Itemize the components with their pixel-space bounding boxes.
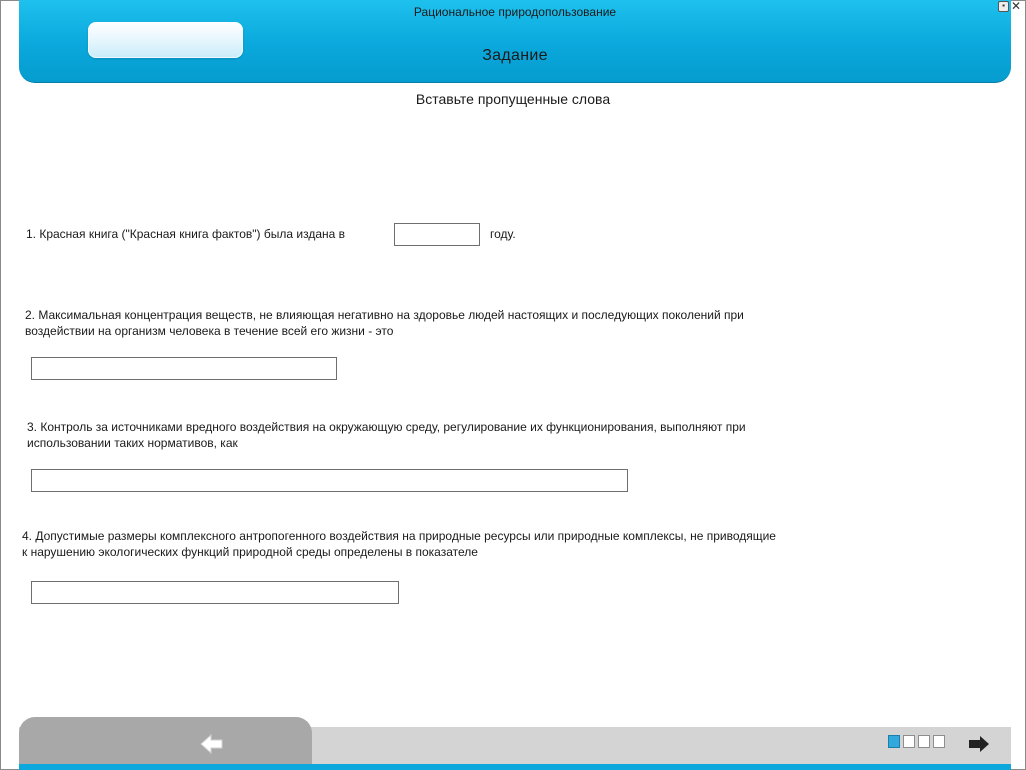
question-2-line-2: воздействии на организм человека в течение всей его жизни - это <box>25 324 394 338</box>
page-indicator <box>888 735 945 748</box>
question-3-line-2: использовании таких нормативов, как <box>27 436 238 450</box>
question-2-line-1: 2. Максимальная концентрация веществ, не влияющая негативно на здоровье людей настоящих и последующих поколений при <box>25 308 744 322</box>
question-4-answer-field[interactable] <box>31 581 399 604</box>
back-tab <box>19 717 312 764</box>
arrow-left-icon[interactable] <box>200 733 224 760</box>
minimize-icon[interactable]: ▪ <box>998 1 1009 12</box>
app-title: Рациональное природопользование <box>413 5 617 19</box>
header-banner <box>19 0 1011 83</box>
question-2-answer-field[interactable] <box>31 357 337 380</box>
question-4-line-1: 4. Допустимые размеры комплексного антропогенного воздействия на природные ресурсы или природные комплексы, не приводящие <box>22 529 776 543</box>
close-icon[interactable]: ✕ <box>1011 0 1022 13</box>
question-1-text: 1. Красная книга ("Красная книга фактов") была издана в <box>26 227 346 241</box>
page-indicator-1[interactable] <box>888 735 900 748</box>
page-indicator-2[interactable] <box>903 735 915 748</box>
question-1-answer-field[interactable] <box>394 223 480 246</box>
question-3-answer-field[interactable] <box>31 469 628 492</box>
task-title: Задание <box>482 47 548 64</box>
arrow-right-icon[interactable] <box>968 735 990 758</box>
instruction-text: Вставьте пропущенные слова <box>415 91 611 107</box>
question-3-line-1: 3. Контроль за источниками вредного воздействия на окружающую среду, регулирование их функционирования, выполняют при <box>27 420 746 434</box>
page-indicator-3[interactable] <box>918 735 930 748</box>
page-indicator-4[interactable] <box>933 735 945 748</box>
question-1-suffix: году. <box>490 227 516 241</box>
question-4-line-2: к нарушению экологических функций природной среды определены в показателе <box>22 545 478 559</box>
footer-accent-line <box>19 764 1011 770</box>
